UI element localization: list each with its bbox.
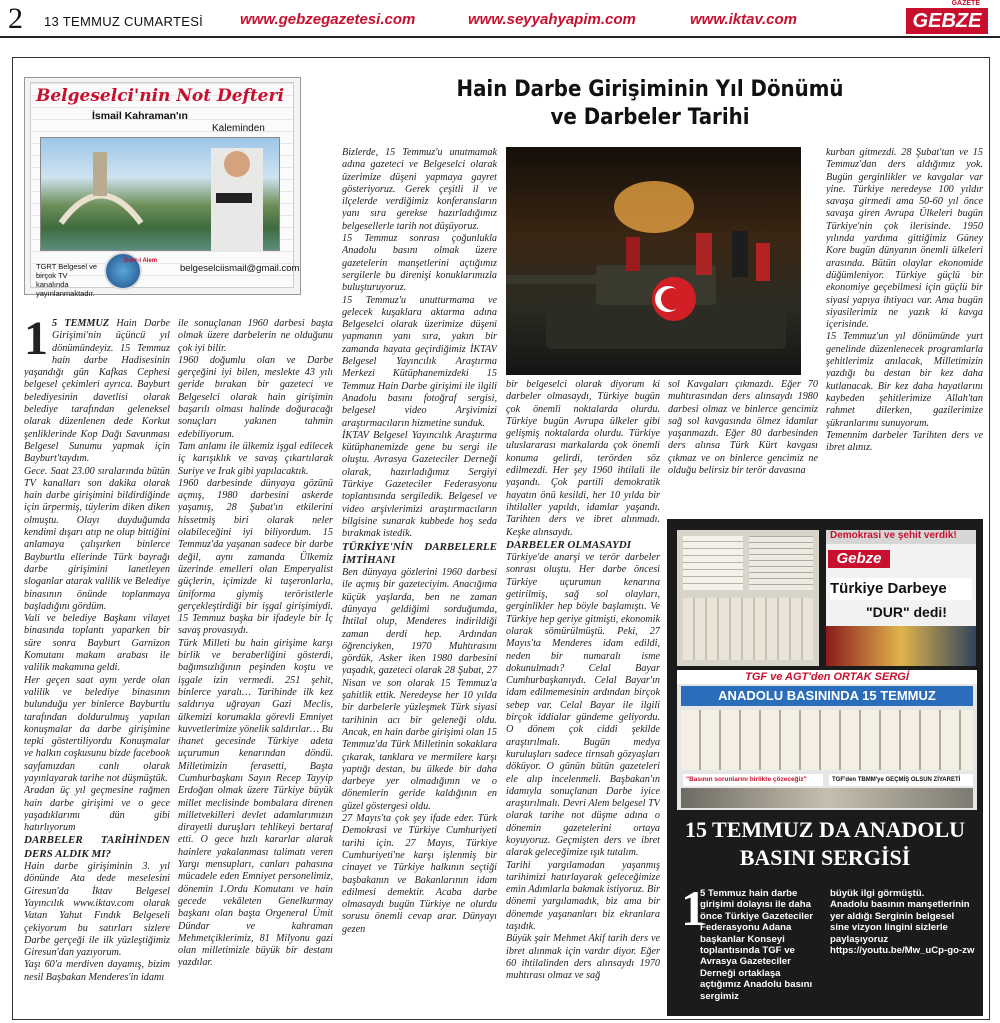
bridge-photo-illustration: [41, 138, 281, 252]
article-column-1: 1 5 TEMMUZ Hain Darbe Girişimi'nin üçüncü yıl dönümündeyiz. 15 Temmuz hain darbe Hadisesinin yaşandığı gün Kafkas Cephesi belgesel çekimleri ayrıca. Bayburt belediyesinin davetlisi olarak belediye tarafından geleneksel olarak düzenlenen dede Korkut şenliklerinde Kop Dağı Savunması Belgesel Sunumu yapmak için Bayburt'taydım. Gece. Saat 23.00 sıralarında bütün TV kanalları son dakika olarak hain darbe girişimini bildirdiğinde için ürpermiş, tüylerim diken diken olmuştu. Olayı duyduğumda kendimi dışarı atıp ne olup bittiğini anlamaya çalışırken binlerce Bayburtlu ellerinde Türk bayrağı darbe girişimini lanetleyen sloganlar atarak valilik ve Belediye binasının önünde toplanmaya başladığını gördüm. Vali ve belediye Başkanı vilayet binasında toplantı yaparken bir süre sonra Bayburt Garnizon Komutanı makam arabası ile valilik makamına geldi. Her geçen saat aynı yerde olan valilik ve belediye binasının bulunduğu yer binlerce Bayburtlu tarafından doldurulmuş yapılan konuşmalar da darbe girişimine tepki göstertiliyordu Konuşmalar ve halkın coşkusunu bizde facebook sayfamızdan canlı olarak yayınlayarak tarihe not düşmüştük. Aradan üç yıl geçmesine rağmen hain darbe girişimi ve o gece yaşadıklarımı dün gibi hatırlıyorum DARBELER TARİHİNDEN DERS ALDIK MI? Hain darbe girişiminin 3. yıl dönünde Ata dede meselesini Giresun'da İktav Belgesel Yayıncılık www.iktav.com olarak Vatan Yahut Fındık Belgeseli çekiyorum bu satırları sizlere Darbe gerçeği ile ilk yüzleştiğimiz Giresun'dan yazıyorum. Yaşı 60'a merdiven dayamış, bizim nesil Başbakan Menderes'in idamı: [24, 318, 170, 983]
exhibition-poster: [677, 670, 977, 810]
poster-headline: Türkiye Darbeye: [830, 578, 972, 600]
emblem-label: Devr-i Alem: [124, 258, 158, 264]
poster-dur: "DUR" dedi!: [866, 604, 947, 620]
header-link-iktav[interactable]: www.iktav.com: [690, 11, 797, 28]
subheading-turkiyenin-darbelerle: TÜRKİYE'NİN DARBELERLE İMTİHANI: [342, 540, 497, 566]
poster-top-headline: Demokrasi ve şehit verdik!: [826, 530, 976, 544]
poster-gebze-logo: Gebze: [828, 550, 890, 568]
tank-photo: [506, 147, 801, 375]
poster-front-page: [826, 530, 976, 666]
poster-banner-1: TGF ve AGT'den ORTAK SERGİ: [677, 670, 977, 684]
author-name: İsmail Kahraman'ın: [92, 110, 188, 122]
article-column-4: bir belgeselci olarak diyorum ki darbeler olmasaydı, Türkiye bugün çok önemli noktalarda olurdu. Türkiye bugün Avrupa ülkeler gibi gelişmiş noktalarda olurdu. Türkiye uluslararası markalarda çok önemli konuma gelirdi, terörden söz edilmezdi. Her şey 1960 ihtilali ile yaşandı. Çok partili demokratik hayatın önü kesildi, her 10 yılda bir ihtilaller yapıldı, idamlar yaşandı. Tarihten ders ve ibret alınmadı. Keşke alınsaydı. DARBELER OLMASAYDI Türkiye'de anarşi ve terör darbeler sonrası oluştu. Her darbe öncesi Türkiye uçurumun kenarına getirilmiş, sağ sol olayları, gerginlikler hep böyle başlamıştı. Ve Türkiye hep geriye gitmişti, ekonomik olarak sömürülmüştü. Peki, 27 Mayıs'ta Menderes idam edildi, neden bir numaralı isme dokunulmadı? Celal Bayar Cumhurbaşkanıydı. Celal Bayar'ın idam edilmemesinin ardından birçok sebep var. Celal Bayar ile ilgili birçok iddialar gündeme geliyordu. O dönem çok ciddi şekilde araştırılmalı. Bugün medya kuruluşları sadece tirnsah gözyaşları döküyor. O günün bütün gazeteleri ele alıp incelenmeli. Başbakan'ın idamıyla sonuçlanan Darbe iyice araştırılmalı. Devri Alem belgesel TV olarak tarihe not düşme adına o dönemin gazetelerini ortaya koyuyoruz. Geçmişten ders ve ibret alarak geleceğimize ışık tutalım. Tarihi yargılamadan yaşanmış tarihimizi hatırlayarak geleceğimize emin Adımlarla bakmak istiyoruz. Bir dönemi yargılamadık, biz ama bir dönemde yaşananları biz ekranlara taşıdık. Büyük şair Mehmet Akif tarih ders ve ibret alınmak için vardır diyor. Eğer 60 ihtilalinden ders alınsaydı 1970 muhtırası olmaz ve sağ: [506, 379, 660, 982]
column-title: Belgeselci'nin Not Defteri: [36, 86, 284, 106]
poster-banner-2: ANADOLU BASININDA 15 TEMMUZ: [681, 686, 973, 706]
main-headline: Hain Darbe Girişiminin Yıl Dönümü ve Darbeler Tarihi: [456, 77, 844, 130]
exhibition-headline: 15 TEMMUZ DA ANADOLU BASINI SERGİSİ: [684, 817, 966, 870]
author-photo: [40, 137, 280, 251]
page-number: 2: [8, 2, 23, 35]
drop-cap: 1: [24, 318, 48, 365]
article-column-3: Bizlerde, 15 Temmuz'u unutmamak adına gazeteci ve Belgeselci olarak üzerimize düşeni yapmaya gayret gösteriyoruz. Gerek çeşitli il ve ilçelerde verdiğimiz konferansların yanı sıra gerekse hazırladığımız belgesellerle tarih not düşüyoruz. 15 Temmuz sonrası çoğunlukla Anadolu basını olmak üzere gazetelerin manşetlerini açtığımız sergilerle bu direnişi konuklarımızla buluşturuyoruz. 15 Temmuz'u unutturmama ve gelecek kuşaklara aktarma adına Belgeselci olarak üzerimize düşeni yapmanın yanı sıra, yakın bir zamanda hayata geçirdiğimiz İKTAV Belgesel Yayıncılık Araştırma Merkezi Kütüphanemizdeki 15 Temmuz Hain Darbe girişimi ile ilgili Anadolu basını fotoğraf sergisi, belgesel video Arşivimizi araştırmacıların hizmetine sunduk. İKTAV Belgesel Yayıncılık Araştırma kütüphanemizde gene bu sergi ile oluştu. Avrasya Gazeteciler Derneği olarak, hazırladığımız Sergiyi Türkiye Gazeteciler Federasyonu toplantısında sergiledik. Belgesel ve video arşivlerimizi araştırmacıların bilgisine sunarak kubbede hoş seda bırakmak istedik. TÜRKİYE'NİN DARBELERLE İMTİHANI Ben dünyaya gözlerini 1960 darbesi ile açmış bir gazeteciyim. Anacığıma küçük yaşlarda, ben ne zaman dünyaya geldiğimi sorduğumda, İhtilal olup, Menderes indirildiği zaman derdi hep. Ardından öğrenciyken, 1970 Muhtırasını gördük, Asker iken 1980 darbesini yaşadık, gazeteci olarak 28 Şubat, 27 Nisan ve son olarak 15 Temmuz'a şahitlik ettik. Neredeyse her 10 yılda bir darbelerle yüzleşmek Türk siyasi tarihinin acı bir geleneği oldu. Ancak, en hain darbe girişimi olan 15 Temmuz'da Türk Milletinin sokaklara çıkarak, tanklara ve mermilere karşı yaptığı destan, bu ülkede bir daha darbeye yer olmadığının ve o dönemlerin geride kaldığının en güzel göstergesi oldu. 27 Mayıs'ta çok şey ifade eder. Türk Demokrasi ve Türkiye Cumhuriyeti tarihi için. 27 Mayıs, Türkiye Cumhuriyeti'ne karşı işlenmiş bir cinayet ve Türkiye halkının seçtiği başbakanın ve Bakanlarının idam edilmesi demektir. Acaba darbe olmasaydı bugün Türkiye ne olurdu sorusu önemli cevap arar. Dünyayı gezen: [342, 147, 497, 935]
page-header: [0, 0, 1000, 38]
author-kaleminden: Kaleminden: [212, 123, 265, 134]
header-link-seyyahyapim[interactable]: www.seyyahyapim.com: [468, 11, 636, 28]
exhibition-drop-cap: 1: [681, 880, 706, 936]
article-column-6: kurban gitmezdi. 28 Şubat'tan ve 15 Temmuz'dan ders aldığımız yok. Bugün gerginlikler ve kavgalar var yine. Türkiye neredeyse 100 yıldır savaşa girmedi ama 50-60 yıl önce savaşa giren Avrupa Ülkeleri bugün Türkiye'nin çok ilerisinde. 1950 yılında yardıma gittiğimiz Güney Kore bugün dünyanın önemli ülkeleri arasında. Bütün olaylar ekonomide düğümleniyor. Türkiye güçlü bir ekonomiye geçebilmesi için güçlü bir siyasi yapıya ihtiyacı var. Ama bugün siyasilerimiz ne yazık ki kavga içerisinde. 15 Temmuz'un yıl dönümünde yurt genelinde düzenlenecek programlarla şehitlerimiz anılacak, Milletimizin yazdığı bu destan bir kez daha kutlanacak. Bir kez daha hayatlarını kaybeden şehitlerimize Allah'tan rahmet dilerken, gazilerimize şükranlarımı sunuyorum. Temennim darbeler Tarihten ders ve ibret alınız.: [826, 147, 983, 454]
article-column-2: ile sonuçlanan 1960 darbesi başta olmak üzere darbelerin ne olduğunu çok iyi bilir. 1960 doğumlu olan ve Darbe gerçeğini iyi bilen, meslekte 43 yılı geride bırakan bir gazeteci ve Belgeselci olarak hain girişimin başarılı olması halinde doğuracağı sonuçları yakınen tahmin edebiliyorum. Tam anlamı ile ülkemiz işgal edilecek iç karışıklık ve savaş çıkartılarak Suriye ve Irak gibi yapılacaktık. 1960 darbesinde dünyaya gözünü açmış, 1980 darbesini askerde yaşamış, 28 Şubat'ın etkilerini hissetmiş biri olarak neler olabileceğini iyi biliyordum. 15 Temmuz'da yaşanan sadece bir darbe değil, aynı zamanda Ülkemiz üzerinde emelleri olan Emperyalist güçlerin, içimizde ki taşeronlarla, üniforma giymiş teröristlerle gerçekleştirdiği bir işgal girişimiydi. 15 Temmuz başka bir ifadeyle bir İç savaş provasıydı. Türk Milleti bu hain girişime karşı birlik ve beraberliğini gösterdi, bağımsızlığının peşinden koştu ve işgale izin vermedi. 251 şehit, binlerce yaralı… Tarihinde ilk kez saldırıya uğrayan Gazi Meclis, ülkemizi korumakla görevli Emniyet kuvvetlerimize yönelik saldırılar… Bu ihanet gecesinde Türkiye adeta uçurumun kenarından döndü. Milletimizin ferasetti, Başta Cumhurbaşkanı Sayın Recep Tayyip Erdoğan olmak üzere Türkiye büyük millet meclisinde bombalara direnen milletvekilleri devlet adamlarımızın dirayetli duruşları tehlikeyi bertaraf etti. O gece hızlı kararlar alarak hainlere yakalanması talimatı veren Yargı mensupları, canları pahasına mücadele eden Emniyet personelimiz, dönemin 1.Ordu Komutanı ve hain gecede vekâleten Genelkurmay başkanı olan başta Orgeneral Ümit Dündar ve kahraman Mehmetçiklerimiz, 81 Milyonu gazi olan milletimizle büyük bir destanı yazdılar.: [178, 318, 333, 969]
gebze-logo: GAZETE GEBZE: [906, 8, 988, 34]
poster-slogan: "Basının sorunlarını birlikte çözeceğiz": [683, 774, 823, 786]
newspaper-collage: [677, 530, 819, 666]
tank-illustration: [506, 147, 801, 375]
header-link-gebzegazetesi[interactable]: www.gebzegazetesi.com: [240, 11, 416, 28]
subheading-darbeler-olmasaydi: DARBELER OLMASAYDI: [506, 538, 632, 551]
issue-date: 13 TEMMUZ CUMARTESİ: [44, 14, 204, 29]
author-email[interactable]: belgeselciismail@gmail.com: [180, 263, 300, 274]
exhibition-text-left: 5 Temmuz hain darbe girişimi dolayısı ile daha önce Türkiye Gazeteciler Federasyonu Adana başkanlar Konseyi toplantısında TGF ve Avrasya Gazeteciler Derneği ortaklaşa açtığımız Anadolu basını sergimiz: [700, 888, 814, 1002]
subheading-darbeler-tarihinden: DARBELER TARİHİNDEN DERS ALDIK MI?: [24, 834, 170, 860]
exhibition-text-right: büyük ilgi görmüştü. Anadolu basının manşetlerinin yer aldığı Serginin belgesel sine vizyon lingini sizlerle paylaşıyoruz https://youtu.be/Mw_uCp-go-zw: [830, 888, 975, 957]
photo-caption: TGRT Belgesel ve birçok TV kanalında yayınlanmaktadır.: [36, 262, 97, 298]
poster-footnote: TGF'den TBMM'ye GEÇMİŞ OLSUN ZİYARETİ: [829, 774, 973, 786]
article-column-5: sol Kavgaları çıkmazdı. Eğer 70 muhtırasından ders alınsaydı 1980 darbesi olmaz ve binlerce gencimiz sağ sol kavgasında ölmez idamlar yaşanmazdı. Eğer 80 darbesinden ders alınsa Türk Kürt kavgası çıkmaz ve on binlerce gencimiz ne olduğu belirsiz bir terör davasına: [668, 379, 818, 477]
